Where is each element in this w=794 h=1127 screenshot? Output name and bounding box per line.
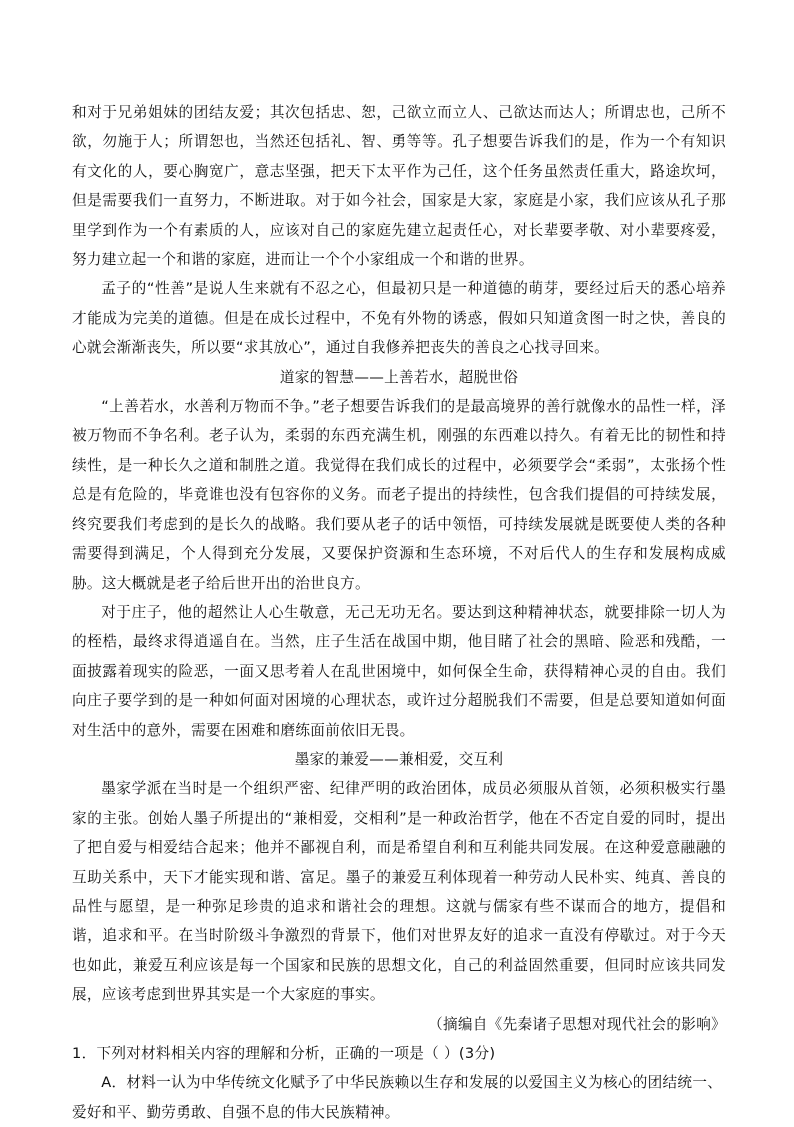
question-1-option-a: A．材料一认为中华传统文化赋予了中华民族赖以生存和发展的以爱国主义为核心的团结统一、爱好和平、勤劳勇敢、自强不息的伟大民族精神。	[72, 1074, 723, 1121]
body-paragraph-confucius: 和对于兄弟姐妹的团结友爱；其次包括忠、恕，己欲立而立人、己欲达而达人；所谓忠也，己所不欲，勿施于人；所谓恕也，当然还包括礼、智、勇等等。孔子想要告诉我们的是，作为一个有知识有文化的人，要心胸宽广，意志坚强，把天下太平作为己任，这个任务虽然责任重大，路途坎坷，但是需要我们一直努力，不断进取。对于如今社会，国家是大家，家庭是小家，我们应该从孔子那里学到作为一个有素质的人，应该对自己的家庭先建立起责任心，对长辈要孝敬、对小辈要疼爱，努力建立起一个和谐的家庭，进而让一个个小家组成一个和谐的世界。	[72, 104, 726, 269]
body-paragraph-laozi: “上善若水，水善利万物而不争。”老子想要告诉我们的是最高境界的善行就像水的品性一样，泽被万物而不争名利。老子认为，柔弱的东西充满生机，刚强的东西难以持久。有着无比的韧性和持续性，是一种长久之道和制胜之道。我觉得在我们成长的过程中，必须要学会“柔弱”，太张扬个性总是有危险的，毕竟谁也没有包容你的义务。而老子提出的持续性，包含我们提倡的可持续发展，终究要我们考虑到的是长久的战略。我们要从老子的话中领悟，可持续发展就是既要使人类的各种需要得到满足，个人得到充分发展，又要保护资源和生态环境，不对后代人的生存和发展构成威胁。这大概就是老子给后世开出的治世良方。	[72, 398, 726, 592]
document-page	[72, 98, 726, 1127]
section-heading-mohism: 墨家的兼爱——兼相爱，交互利	[294, 750, 504, 768]
question-1: 1．下列对材料相关内容的理解和分析，正确的一项是（ ）(3分)	[72, 1045, 496, 1062]
source-citation: （摘编自《先秦诸子思想对现代社会的影响》	[428, 1015, 726, 1033]
body-paragraph-mencius: 孟子的“性善”是说人生来就有不忍之心，但最初只是一种道德的萌芽，要经过后天的悉心培养才能成为完美的道德。但是在成长过程中，不免有外物的诱惑，假如只知道贪图一时之快，善良的心就会渐渐丧失，所以要“求其放心”，通过自我修养把丧失的善良之心找寻回来。	[72, 280, 726, 357]
body-paragraph-zhuangzi: 对于庄子，他的超然让人心生敬意，无己无功无名。要达到这种精神状态，就要排除一切人为的桎梏，最终求得逍遥自在。当然，庄子生活在战国中期，他目睹了社会的黑暗、险恶和残酷，一面披露着现实的险恶，一面又思考着人在乱世困境中，如何保全生命，获得精神心灵的自由。我们向庄子要学到的是一种如何面对困境的心理状态，或许过分超脱我们不需要，但是总要知道如何面对生活中的意外，需要在困难和磨练面前依旧无畏。	[72, 603, 726, 739]
body-paragraph-mozi: 墨家学派在当时是一个组织严密、纪律严明的政治团体，成员必须服从首领，必须积极实行墨家的主张。创始人墨子所提出的“兼相爱，交相利”是一种政治哲学，他在不否定自爱的同时，提出了把自爱与相爱结合起来；他并不鄙视自利，而是希望自利和互利能共同发展。在这种爱意融融的互助关系中，天下才能实现和谐、富足。墨子的兼爱互利体现着一种劳动人民朴实、纯真、善良的品性与愿望，是一种弥足珍贵的追求和谐社会的理想。这就与儒家有些不谋而合的地方，提倡和谐，追求和平。在当时阶级斗争激烈的背景下，他们对世界友好的追求一直没有停歇过。对于今天也如此，兼爱互利应该是每一个国家和民族的思想文化，自己的利益固然重要，但同时应该共同发展，应该考虑到世界其实是一个大家庭的事实。	[72, 780, 726, 1004]
section-heading-daoism: 道家的智慧——上善若水，超脱世俗	[279, 368, 519, 386]
